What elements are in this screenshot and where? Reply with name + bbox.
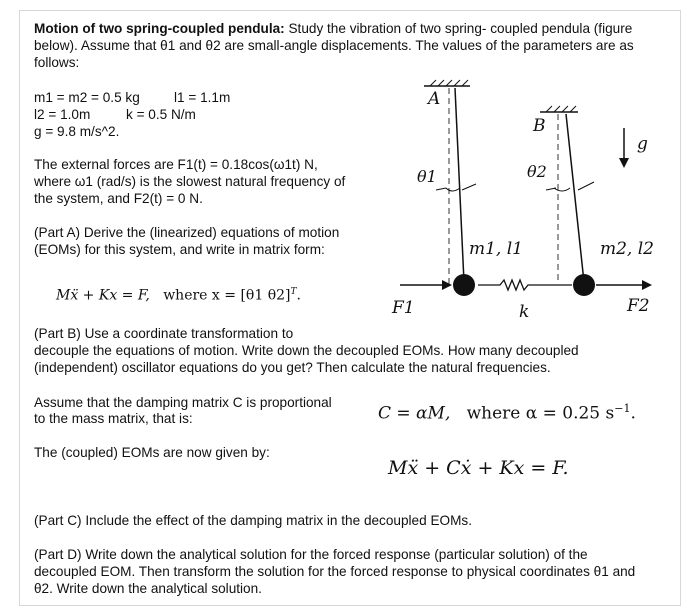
param-k: k = 0.5 N/m (126, 107, 196, 122)
partC-line: (Part C) Include the effect of the damping matrix in the decoupled EOMs. (34, 513, 472, 528)
partA-eq-lhs: Mẍ + Kx = F, (56, 287, 150, 304)
gravity-arrow-head (619, 158, 629, 168)
label-k: k (519, 302, 530, 322)
label-theta1: θ1 (417, 167, 437, 186)
forces-line-2: where ω1 (rad/s) is the slowest natural frequency of (34, 174, 346, 189)
damping-line-1: Assume that the damping matrix C is proportional (34, 395, 332, 410)
label-m2-l2: m2, l2 (600, 239, 654, 259)
label-g: g (637, 134, 648, 154)
partD-line-3: θ2. Write down the analytical solution. (34, 581, 262, 596)
spring-k (478, 280, 572, 290)
partA-line-2: (EOMs) for this system, and write in matrix form: (34, 242, 325, 257)
theta2-arc (554, 188, 570, 191)
label-A: A (428, 89, 441, 109)
theta2-arrow-right (578, 182, 594, 190)
header-title: Motion of two spring-coupled pendula: (34, 21, 285, 36)
param-masses: m1 = m2 = 0.5 kg (34, 90, 140, 105)
label-m1-l1: m1, l1 (469, 239, 523, 259)
force-F2-head (642, 280, 652, 290)
label-theta2: θ2 (527, 162, 547, 181)
label-F1: F1 (392, 298, 415, 318)
damping-eq-where: where α = 0.25 s (466, 403, 615, 424)
support-B (540, 106, 578, 112)
header-line-2: below). Assume that θ1 and θ2 are small-angle displacements. The values of the parameters are as (34, 38, 634, 53)
rod-1 (455, 88, 464, 282)
label-F2: F2 (627, 296, 650, 316)
param-l1: l1 = 1.1m (174, 90, 231, 105)
header-intro: Study the vibration of two spring- coupled pendula (figure (284, 21, 633, 36)
damping-line-2: to the mass matrix, that is: (34, 411, 193, 426)
param-g: g = 9.8 m/s^2. (34, 124, 120, 139)
damping-eq-end: . (630, 403, 636, 424)
theta1-arrow-right (462, 184, 476, 190)
theta2-arrow-left (546, 188, 556, 190)
partD-line-1: (Part D) Write down the analytical solution for the forced response (particular solution) of the (34, 547, 588, 562)
partD-line-2: decoupled EOM. Then transform the solution for the forced response to physical coordinates θ1 and (34, 564, 636, 579)
partA-eq-end: . (296, 287, 301, 304)
damping-eq-lhs: C = αM, (378, 403, 451, 424)
support-A (424, 80, 470, 86)
partA-line-1: (Part A) Derive the (linearized) equations of motion (34, 225, 340, 240)
partA-eq-transpose: T (290, 287, 297, 297)
header-line-3: follows: (34, 55, 80, 70)
partB-line-3: (independent) oscillator equations do you get? Then calculate the natural frequencies. (34, 360, 551, 375)
label-B: B (533, 116, 546, 136)
coupled-equation: Mẍ + Cẋ + Kx = F. (388, 457, 569, 479)
rod-2 (566, 114, 584, 282)
partB-line-2: decouple the equations of motion. Write down the decoupled EOMs. How many decoupled (34, 343, 579, 358)
force-F1-head (442, 280, 452, 290)
theta1-arc (446, 188, 460, 191)
partB-line-1: (Part B) Use a coordinate transformation to (34, 326, 294, 341)
mass-1 (453, 274, 475, 296)
damping-equation (378, 400, 636, 423)
mass-2 (573, 274, 595, 296)
damping-eq-exponent: −1 (614, 402, 631, 415)
forces-line-3: the system, and F2(t) = 0 N. (34, 191, 203, 206)
coupled-line: The (coupled) EOMs are now given by: (34, 445, 270, 460)
param-l2: l2 = 1.0m (34, 107, 91, 122)
theta1-arrow-left (436, 188, 446, 190)
partA-eq-where: where x = [θ1 θ2] (163, 287, 291, 304)
forces-line-1: The external forces are F1(t) = 0.18cos(ω1t) N, (34, 157, 318, 172)
